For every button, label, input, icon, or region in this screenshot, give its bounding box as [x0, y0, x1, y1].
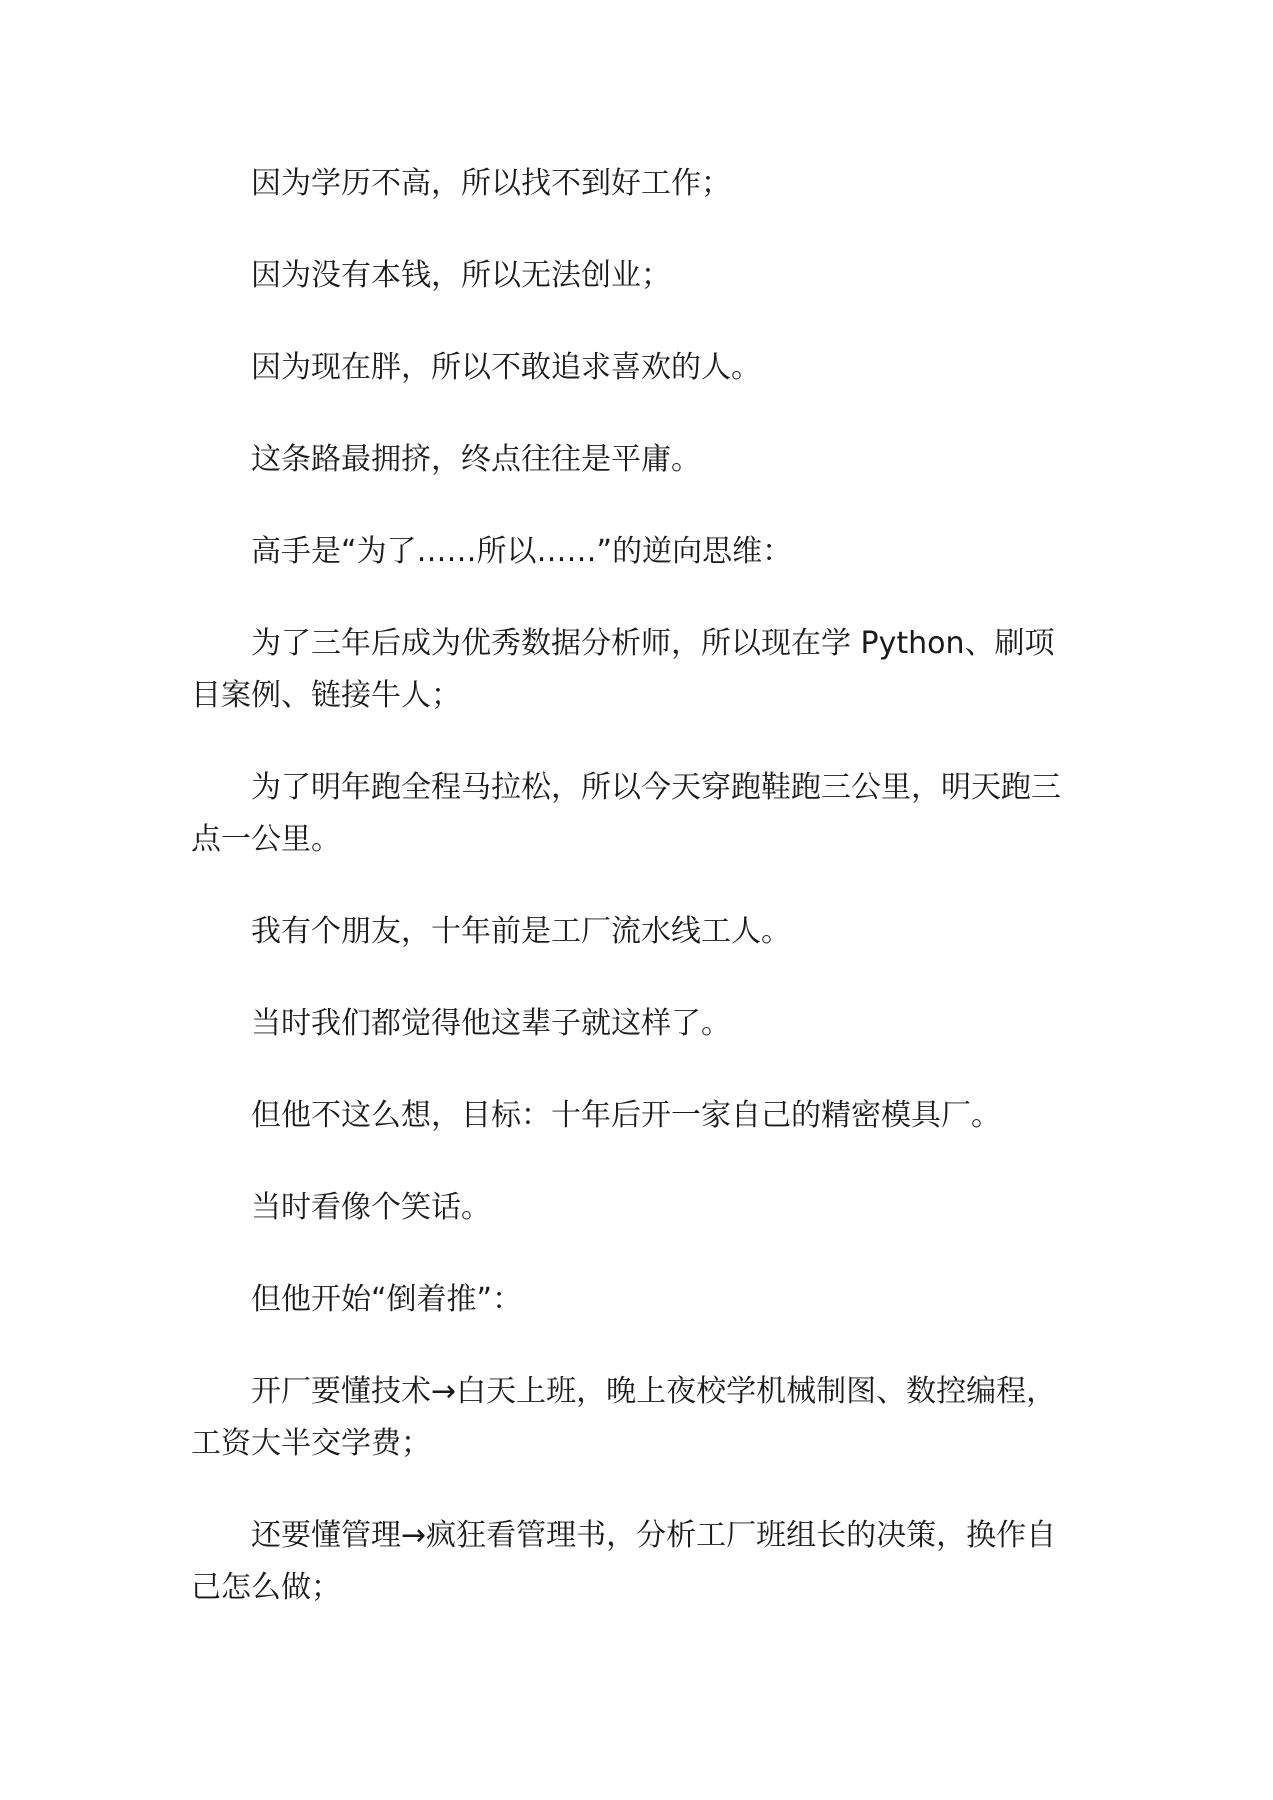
paragraph-9: 当时我们都觉得他这辈子就这样了。: [251, 1006, 731, 1041]
paragraph-14: 还要懂管理→疯狂看管理书，分析工厂班组长的决策，换作自己怎么做；: [191, 1518, 1057, 1605]
paragraph-7: 为了明年跑全程马拉松，所以今天穿跑鞋跑三公里，明天跑三点一公里。: [191, 770, 1061, 857]
paragraph-2: 因为没有本钱，所以无法创业；: [251, 258, 671, 293]
paragraph-1: 因为学历不高，所以找不到好工作；: [251, 166, 731, 201]
paragraph-4: 这条路最拥挤，终点往往是平庸。: [251, 442, 701, 477]
paragraph-13: 开厂要懂技术→白天上班，晚上夜校学机械制图、数控编程，工资大半交学费；: [191, 1374, 1057, 1461]
paragraph-3: 因为现在胖，所以不敢追求喜欢的人。: [251, 350, 761, 385]
paragraph-10: 但他不这么想，目标：十年后开一家自己的精密模具厂。: [251, 1098, 1001, 1133]
paragraph-11: 当时看像个笑话。: [251, 1190, 491, 1225]
paragraph-12: 但他开始“倒着推”：: [251, 1282, 523, 1317]
paragraph-8: 我有个朋友，十年前是工厂流水线工人。: [251, 914, 791, 949]
document-body: [191, 158, 1081, 1654]
paragraph-6: 为了三年后成为优秀数据分析师，所以现在学 Python、刷项目案例、链接牛人；: [191, 626, 1055, 713]
paragraph-5: 高手是“为了……所以……”的逆向思维：: [251, 534, 793, 569]
